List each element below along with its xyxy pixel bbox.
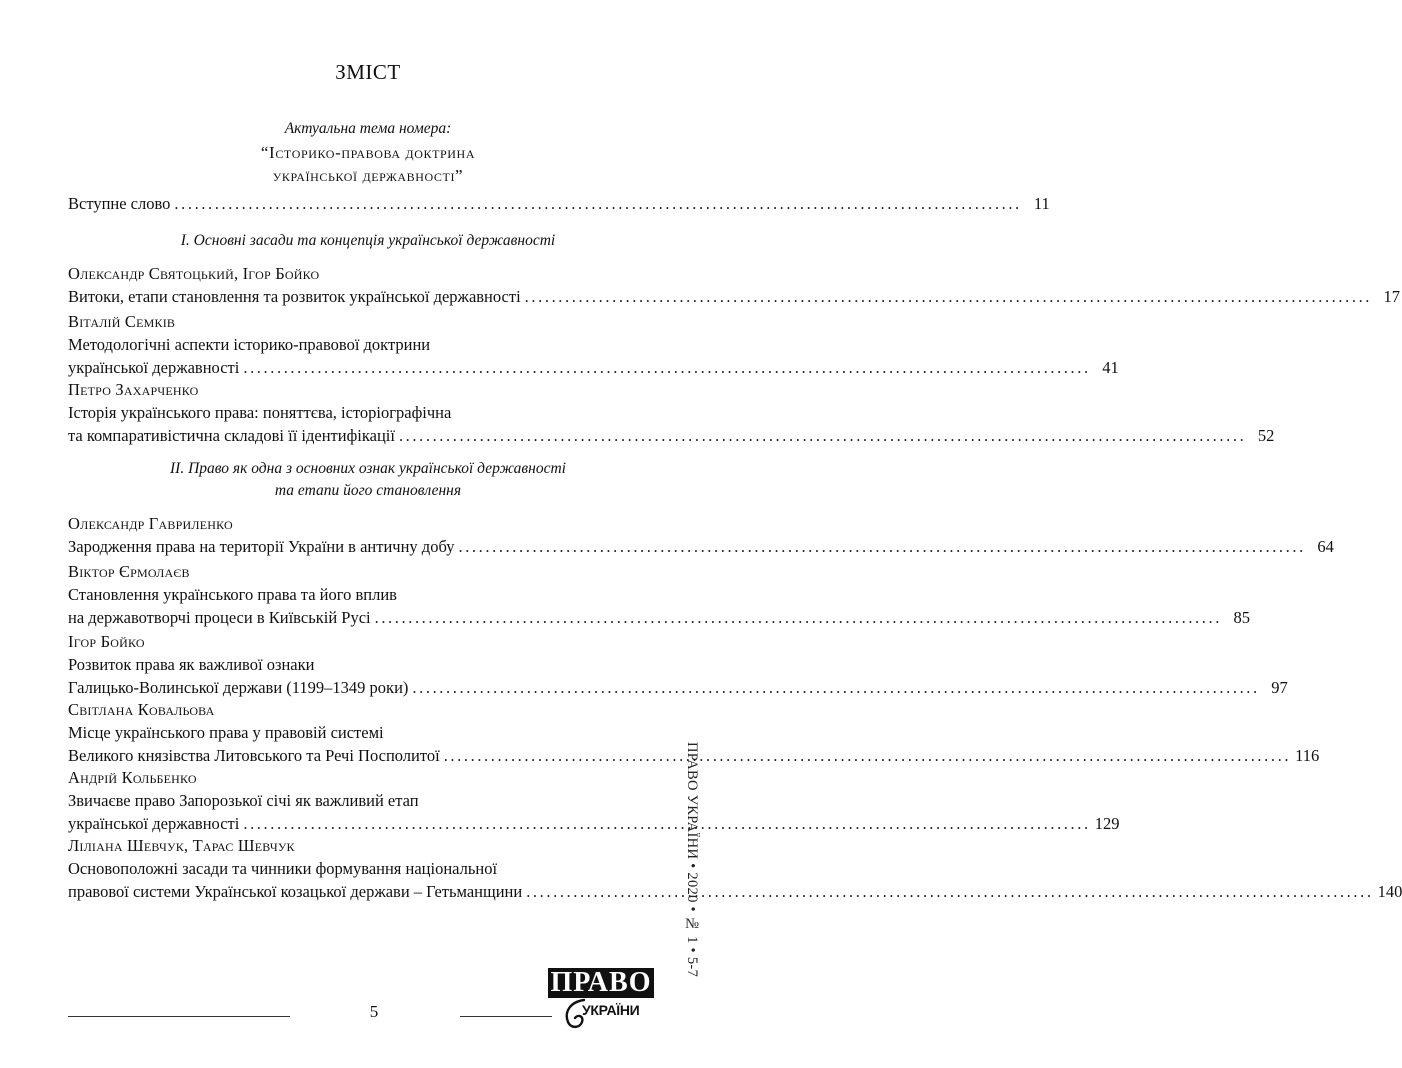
toc-entry-author: Олександр Святоцький, Ігор Бойко <box>68 264 320 283</box>
section-heading-1 <box>0 230 736 252</box>
dot-leader: .............................................................................................................................. <box>526 882 1374 901</box>
footer-rule-right <box>460 1016 552 1017</box>
toc-entry-title: Методологічні аспекти історико-правової доктрини <box>68 335 431 354</box>
toc-entry-title: Великого князівства Литовського та Речі Посполитої <box>68 746 440 765</box>
toc-entry[interactable] <box>68 512 1334 558</box>
section-heading-2 <box>0 458 736 502</box>
dot-leader: .............................................................................................................................. <box>398 426 1247 445</box>
section-heading-text: I. Основні засади та концепція української державності <box>180 232 556 249</box>
toc-entry-author: Світлана Ковальова <box>68 700 215 719</box>
toc-entry-title: Витоки, етапи становлення та розвиток української державності <box>68 287 521 306</box>
toc-entry-author: Андрій Кольбенко <box>68 768 197 787</box>
toc-entry-author: Ліліана Шевчук, Тарас Шевчук <box>68 836 295 855</box>
dot-leader: .............................................................................................................................. <box>412 678 1260 697</box>
toc-entry-author: Віктор Єрмолаєв <box>68 562 190 581</box>
toc-entry[interactable] <box>68 378 1275 447</box>
logo-wordmark-bottom: УКРАЇНИ <box>582 1002 640 1018</box>
topic-kicker: Актуальна тема номера: <box>284 120 452 137</box>
toc-intro-label: Вступне слово <box>68 194 171 213</box>
dot-leader: .............................................................................................................................. <box>458 537 1306 556</box>
toc-entry-title: Зародження права на території України в античну добу <box>68 537 455 556</box>
toc-entry-title: правової системи Української козацької держави – Гетьманщини <box>68 882 523 901</box>
toc-page-number: 11 <box>1033 194 1050 213</box>
topic-block <box>0 120 736 187</box>
toc-entry[interactable] <box>68 766 1120 835</box>
toc-entry[interactable] <box>68 834 1402 903</box>
logo-wordmark-top: ПРАВО <box>548 968 654 998</box>
toc-entry-author: Олександр Гавриленко <box>68 514 233 533</box>
section-heading-text: II. Право як одна з основних ознак української державності <box>170 460 566 477</box>
toc-entry-title: української державності <box>68 358 240 377</box>
toc-page-number: 140 <box>1377 882 1402 901</box>
toc-entry-title: Становлення українського права та його вплив <box>68 585 397 604</box>
toc-entry[interactable] <box>68 698 1320 767</box>
toc-entry[interactable] <box>68 560 1250 629</box>
toc-page-number: 17 <box>1383 287 1401 306</box>
toc-page-number: 64 <box>1317 537 1334 556</box>
toc-entry-title: Місце українського права у правовій системі <box>68 723 384 742</box>
toc-entry-title: та компаративістична складові її ідентифікації <box>68 426 395 445</box>
toc-page-number: 116 <box>1295 746 1320 765</box>
page-title: ЗМІСТ <box>335 60 401 84</box>
toc-entry-author: Петро Захарченко <box>68 380 199 399</box>
toc-entry-author: Віталій Семків <box>68 312 176 331</box>
toc-entry-title: української державності <box>68 814 240 833</box>
toc-entry[interactable] <box>68 310 1119 379</box>
journal-logo <box>548 968 656 1034</box>
dot-leader: .............................................................................................................................. <box>243 358 1091 377</box>
section-heading-text: та етапи його становлення <box>274 482 462 499</box>
toc-entry[interactable] <box>68 262 1401 308</box>
dot-leader: .............................................................................................................................. <box>174 194 1022 213</box>
toc-entry-title: Розвиток права як важливої ознаки <box>68 655 315 674</box>
toc-entry-author: Ігор Бойко <box>68 632 145 651</box>
toc-entry-title: Галицько-Волинської держави (1199–1349 роки) <box>68 678 409 697</box>
toc-entry-title: на державотворчі процеси в Київській Русі <box>68 608 371 627</box>
toc-page-number: 85 <box>1233 608 1250 627</box>
toc-entry-title: Історія українського права: поняттєва, історіографічна <box>68 403 452 422</box>
journal-side-label: ПРАВО УКРАЇНИ • 2020 • № 1 • 5-7 <box>684 742 700 978</box>
dot-leader: .............................................................................................................................. <box>443 746 1292 765</box>
toc-entry[interactable] <box>68 630 1288 699</box>
topic-title-line-2: української державності” <box>272 166 464 185</box>
footer-rule-left <box>68 1016 290 1017</box>
toc-page-number: 52 <box>1257 426 1275 445</box>
dot-leader: .............................................................................................................................. <box>524 287 1373 306</box>
page-number: 5 <box>369 1002 379 1021</box>
toc-page-number: 97 <box>1271 678 1288 697</box>
dot-leader: .............................................................................................................................. <box>374 608 1222 627</box>
toc-page-number: 41 <box>1102 358 1119 377</box>
toc-page-number: 129 <box>1094 814 1120 833</box>
toc-intro[interactable] <box>68 192 1050 215</box>
dot-leader: .............................................................................................................................. <box>243 814 1091 833</box>
toc-entry-title: Основоположні засади та чинники формування національної <box>68 859 498 878</box>
topic-title-line-1: “Історико-правова доктрина <box>260 143 476 162</box>
toc-entry-title: Звичаєве право Запорозької січі як важливий етап <box>68 791 419 810</box>
